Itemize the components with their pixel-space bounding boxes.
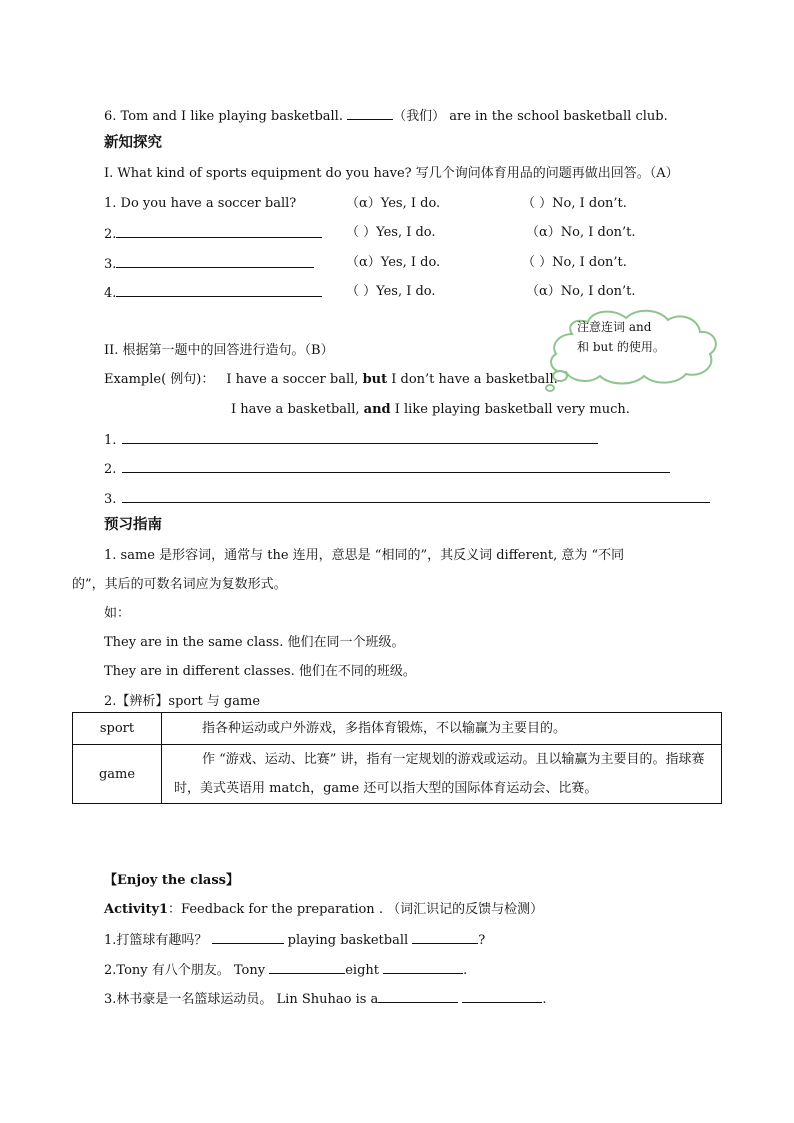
answer-blank-3[interactable] xyxy=(122,489,710,503)
example-2-and: and xyxy=(363,402,391,417)
row-1-yes-mark: （α） xyxy=(346,196,381,211)
activity-1 xyxy=(104,901,543,919)
q6-tail: are in the school basketball club. xyxy=(445,109,668,124)
item-1-middle: playing basketball xyxy=(283,933,413,948)
guide-paragraph-1b: 的”，其后的可数名词应为复数形式。 xyxy=(72,577,287,592)
example-1-part-c: I don’t have a basketball. xyxy=(387,372,558,387)
guide-ru: 如： xyxy=(104,606,131,621)
answer-blank-2[interactable] xyxy=(122,459,670,473)
item-1 xyxy=(104,930,485,950)
row-4-blank[interactable] xyxy=(116,283,322,297)
item-3-prompt: 3.林书豪是一名篮球运动员。 Lin Shuhao is a xyxy=(104,992,379,1007)
example-1 xyxy=(104,371,558,389)
cloud-tip-line-2: 和 but 的使用。 xyxy=(577,340,665,354)
row-2-no-text: No, I don’t. xyxy=(560,225,636,240)
item-2-blank-1[interactable] xyxy=(269,960,345,974)
item-1-prompt: 1.打篮球有趣吗？ xyxy=(104,933,212,948)
row-3-blank[interactable] xyxy=(116,254,314,268)
row-2-question xyxy=(104,224,322,244)
table-value-sport: 指各种运动或户外游戏，多指体育锻炼，不以输赢为主要目的。 xyxy=(162,713,722,745)
example-2-part-a: I have a basketball, xyxy=(231,402,364,417)
section-title-explore: 新知探究 xyxy=(104,135,162,151)
row-3-no-mark: （ ） xyxy=(522,255,553,270)
row-3-yes xyxy=(346,254,440,272)
activity-label: Activity1 xyxy=(104,902,169,917)
row-1-no-mark: （ ） xyxy=(522,196,553,211)
row-4-number: 4. xyxy=(104,286,117,301)
example-1-part-a: I have a soccer ball, xyxy=(226,372,363,387)
guide-sentence-2: They are in different classes. 他们在不同的班级。 xyxy=(104,664,416,679)
row-3-yes-mark: （α） xyxy=(346,255,381,270)
answer-number-2: 2. xyxy=(104,462,117,477)
table-key-sport: sport xyxy=(73,713,162,745)
row-4-no-text: No, I don’t. xyxy=(560,284,636,299)
activity-text: ：Feedback for the preparation . （词汇识记的反馈与检测） xyxy=(168,902,544,917)
table-value-game: 作 “游戏、运动、比赛” 讲，指有一定规划的游戏或运动。且以输赢为主要目的。指球赛时，美式英语用 match，game 还可以指大型的国际体育运动会、比赛。 xyxy=(162,745,722,804)
q6-blank[interactable] xyxy=(347,106,393,120)
item-1-blank-2[interactable] xyxy=(412,930,478,944)
item-3-end: . xyxy=(542,992,547,1007)
row-2-yes-text: Yes, I do. xyxy=(376,225,436,240)
question-6 xyxy=(104,106,668,126)
q6-cn: （我们） xyxy=(393,109,446,124)
item-1-end: ? xyxy=(478,933,486,948)
row-2-yes-mark: （ ） xyxy=(346,225,377,240)
answer-blank-1[interactable] xyxy=(122,430,598,444)
comparison-table xyxy=(72,712,722,804)
table-row xyxy=(73,713,722,745)
item-2-end: . xyxy=(463,963,468,978)
item-2-prompt: 2.Tony 有八个朋友。 Tony xyxy=(104,963,270,978)
row-3-yes-text: Yes, I do. xyxy=(380,255,441,270)
item-2-blank-2[interactable] xyxy=(383,960,463,974)
row-3-no xyxy=(522,254,627,272)
row-3-no-text: No, I don’t. xyxy=(552,255,627,270)
answer-number-1: 1. xyxy=(104,433,117,448)
item-3-blank-2[interactable] xyxy=(462,989,542,1003)
row-1-no xyxy=(522,195,627,213)
row-4-yes-text: Yes, I do. xyxy=(376,284,436,299)
item-1-blank-1[interactable] xyxy=(212,930,284,944)
q6-text: 6. Tom and I like playing basketball. xyxy=(104,109,348,124)
row-2-no-mark: （α） xyxy=(526,225,561,240)
enjoy-title: 【Enjoy the class】 xyxy=(104,873,239,888)
row-2-number: 2. xyxy=(104,227,117,242)
table-key-game: game xyxy=(73,745,162,804)
row-1-yes-text: Yes, I do. xyxy=(380,196,441,211)
row-1-no-text: No, I don’t. xyxy=(552,196,627,211)
table-row xyxy=(73,745,722,804)
row-1-yes xyxy=(346,195,440,213)
guide-paragraph-1a: 1. same 是形容词，通常与 the 连用，意思是 “相同的”，其反义词 different, 意为 “不同 xyxy=(104,548,625,563)
item-2 xyxy=(104,960,467,980)
item-2-middle: eight xyxy=(345,963,384,978)
answer-number-3: 3. xyxy=(104,492,117,507)
section-title-guide: 预习指南 xyxy=(104,517,162,533)
row-2-no xyxy=(526,224,636,242)
example-2 xyxy=(231,401,630,419)
answer-line-2 xyxy=(104,459,670,479)
item-3 xyxy=(104,989,547,1009)
row-2-yes xyxy=(346,224,436,242)
row-4-yes xyxy=(346,283,436,301)
row-4-question xyxy=(104,283,322,303)
row-4-yes-mark: （ ） xyxy=(346,284,377,299)
item-3-blank-1[interactable] xyxy=(378,989,458,1003)
guide-sentence-1: They are in the same class. 他们在同一个班级。 xyxy=(104,635,405,650)
row-2-blank[interactable] xyxy=(116,224,322,238)
row-3-question xyxy=(104,254,314,274)
part2-instruction: II. 根据第一题中的回答进行造句。（B） xyxy=(104,343,334,358)
example-label: Example( 例句)： xyxy=(104,372,215,387)
row-3-number: 3. xyxy=(104,257,117,272)
example-2-part-c: I like playing basketball very much. xyxy=(390,402,630,417)
cloud-tip-line-1: 注意连词 and xyxy=(577,320,652,334)
part1-instruction: I. What kind of sports equipment do you have? 写几个询问体育用品的问题再做出回答。（A） xyxy=(104,166,679,181)
guide-paragraph-2: 2.【辨析】sport 与 game xyxy=(104,694,261,709)
answer-line-3 xyxy=(104,489,710,509)
row-4-no-mark: （α） xyxy=(526,284,561,299)
example-1-but: but xyxy=(362,372,388,387)
row-1-question: 1. Do you have a soccer ball? xyxy=(104,196,297,211)
answer-line-1 xyxy=(104,430,598,450)
